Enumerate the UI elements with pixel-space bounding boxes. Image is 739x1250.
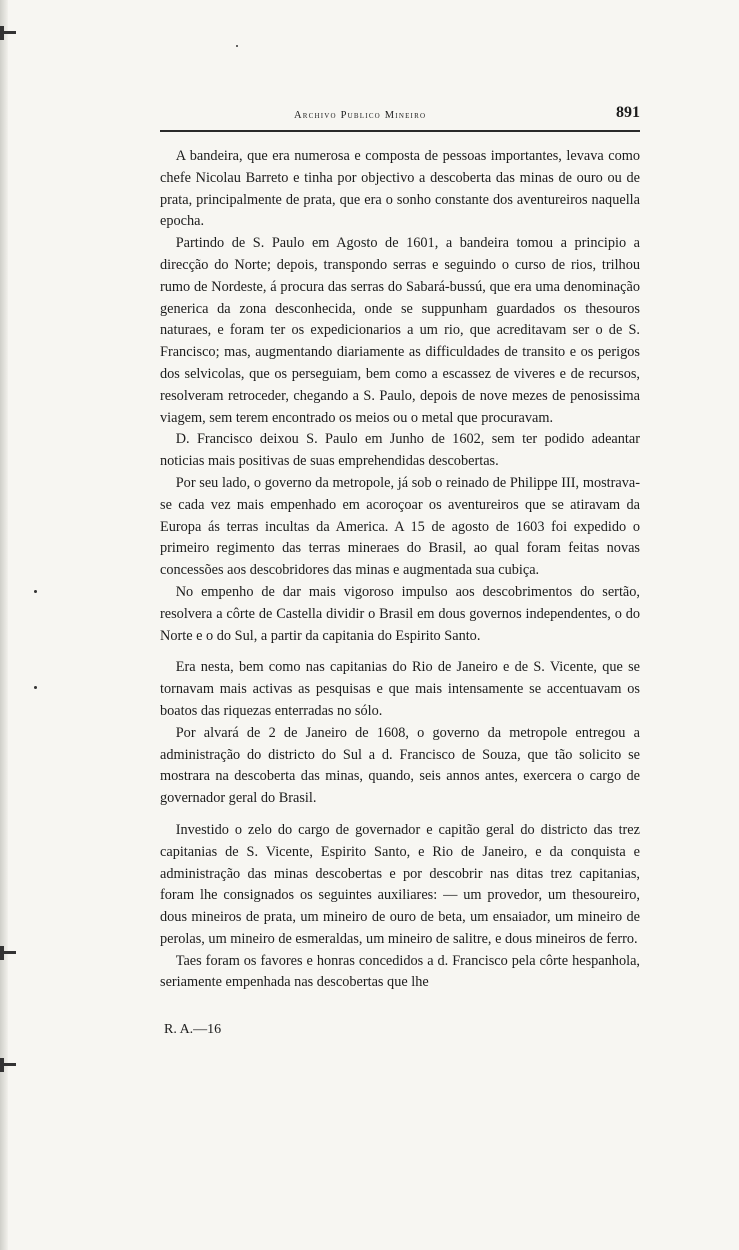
paragraph: Partindo de S. Paulo em Agosto de 1601, a bandeira tomou a principio a direcção do Norte; depois, transpondo serras e seguindo o curso de rios, trilhou rumo de Nordeste, á procura das serras do Sabará-bussú, que era uma denominação generica da zona desconhecida, onde se suppunham guardados os thesouros naturaes, e foram ter os expedicionarios a um rio, que acreditavam ser o de S. Francisco; mas, augmentando diariamente as difficuldades de transito e os perigos dos selvicolas, que os perseguiam, bem como a escassez de viveres e de recursos, resolveram retroceder, chegando a S. Paulo, depois de nove mezes de penosissima viagem, sem terem encontrado os meios ou o metal que procuravam. [160,235,640,426]
ink-speck [34,686,37,689]
signature-mark: R. A.—16 [164,1022,222,1037]
page-header [160,104,640,124]
paragraph: Investido o zelo do cargo de governador e capitão geral do districto das trez capitanias de S. Vicente, Espirito Santo, e Rio de Janeiro, e da conquista e administração das minas descobertas e por descobrir nas ditas trez capitanias, foram lhe consignados os seguintes auxiliares: — um provedor, um thesoureiro, dous mineiros de prata, um mineiro de ouro de beta, um ensaiador, um mineiro de perolas, um mineiro de esmeraldas, um mineiro de salitre, e dous mineiros de ferro. [160,821,640,947]
paragraph: Taes foram os favores e honras concedidos a d. Francisco pela côrte hespanhola, seriamente empenhada nas descobertas que lhe [160,952,640,991]
binding-mark [0,1058,16,1072]
paragraph: Por alvará de 2 de Janeiro de 1608, o governo da metropole entregou a administração do districto do Sul a d. Francisco de Souza, que tão solicito se mostrara na descoberta das minas, quando, seis annos antes, exercera o cargo de governador geral do Brasil. [160,724,640,807]
ink-speck [236,45,238,47]
page-number: 891 [616,104,640,121]
ink-speck [34,590,37,593]
paragraph: Por seu lado, o governo da metropole, já sob o reinado de Philippe III, mostrava-se cada vez mais empenhado em acoroçoar os aventureiros que se atiravam da Europa ás terras incultas da America. A 15 de agosto de 1603 foi expedido o primeiro regimento das terras mineraes do Brasil, ao qual foram feitas novas concessões aos descobridores das minas e augmentada sua cubiça. [160,474,640,579]
body-text [160,146,640,994]
header-rule [160,130,640,132]
running-title: Archivo Publico Mineiro [294,110,427,121]
binding-mark [0,26,16,40]
binding-mark [0,946,16,960]
paragraph: Era nesta, bem como nas capitanias do Rio de Janeiro e de S. Vicente, que se tornavam mais activas as pesquisas e que mais intensamente se accentuavam os boatos das riquezas enterradas no sólo. [160,659,640,719]
paragraph: No empenho de dar mais vigoroso impulso aos descobrimentos do sertão, resolvera a côrte de Castella dividir o Brasil em dous governos independentes, o do Norte e o do Sul, a partir da capitania do Espirito Santo. [160,583,640,644]
paragraph: D. Francisco deixou S. Paulo em Junho de 1602, sem ter podido adeantar noticias mais positivas de suas emprehendidas descobertas. [160,431,640,470]
paragraph: A bandeira, que era numerosa e composta de pessoas importantes, levava como chefe Nicolau Barreto e tinha por objectivo a descoberta das minas de ouro ou de prata, principalmente de prata, que era o sonho constante dos aventureiros naquella epocha. [160,148,640,230]
